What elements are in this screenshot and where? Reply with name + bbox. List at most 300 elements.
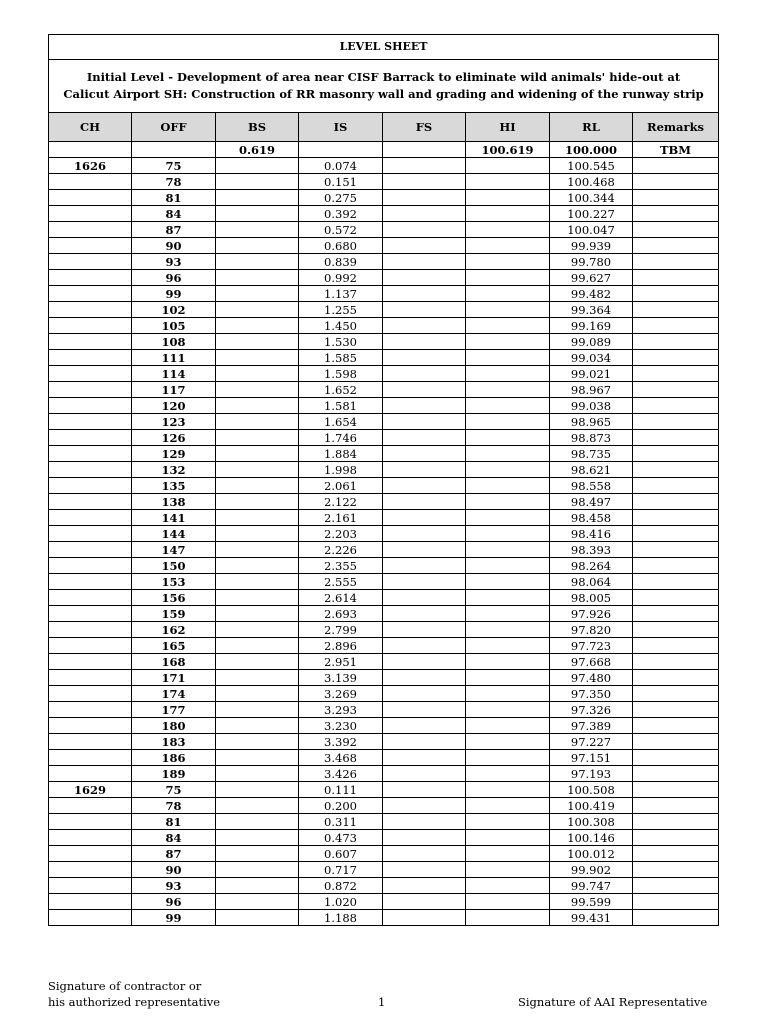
cell-remarks [633,718,719,734]
cell-remarks [633,782,719,798]
cell-is: 1.998 [299,462,383,478]
cell-bs [216,686,299,702]
cell-ch [49,462,132,478]
cell-rl: 97.151 [550,750,633,766]
cell-bs [216,254,299,270]
cell-is: 2.555 [299,574,383,590]
cell-fs [383,654,466,670]
subtitle-line-2: Calicut Airport SH: Construction of RR masonry wall and grading and widening of the runway strip [63,87,704,101]
cell-fs [383,494,466,510]
cell-bs [216,430,299,446]
cell-remarks [633,414,719,430]
cell-rl: 98.064 [550,574,633,590]
cell-remarks [633,190,719,206]
cell-is: 2.614 [299,590,383,606]
cell-is: 2.951 [299,654,383,670]
cell-off: 96 [132,270,216,286]
cell-bs [216,654,299,670]
cell-rl: 100.308 [550,814,633,830]
cell-fs [383,462,466,478]
cell-fs [383,350,466,366]
cell-off: 81 [132,814,216,830]
cell-fs [383,286,466,302]
cell-ch [49,622,132,638]
cell-remarks [633,734,719,750]
cell-is: 1.137 [299,286,383,302]
cell-fs [383,862,466,878]
cell-hi [466,222,550,238]
cell-fs [383,174,466,190]
table-row [49,238,719,254]
benchmark-hi: 100.619 [466,142,550,158]
cell-is: 0.717 [299,862,383,878]
cell-off: 123 [132,414,216,430]
cell-bs [216,622,299,638]
level-table [48,34,719,926]
cell-bs [216,558,299,574]
cell-fs [383,814,466,830]
cell-off: 84 [132,206,216,222]
cell-off: 126 [132,430,216,446]
cell-remarks [633,286,719,302]
cell-ch [49,366,132,382]
cell-fs [383,478,466,494]
cell-ch [49,398,132,414]
cell-ch [49,318,132,334]
cell-hi [466,462,550,478]
cell-fs [383,430,466,446]
cell-rl: 99.902 [550,862,633,878]
cell-is: 0.872 [299,878,383,894]
table-row [49,750,719,766]
table-row [49,606,719,622]
table-row [49,190,719,206]
cell-rl: 97.350 [550,686,633,702]
cell-rl: 99.364 [550,302,633,318]
aai-signature-text: Signature of AAI Representative [518,995,708,1009]
cell-bs [216,862,299,878]
table-row [49,462,719,478]
cell-off: 177 [132,702,216,718]
table-row [49,430,719,446]
table-row [49,222,719,238]
cell-ch [49,702,132,718]
cell-fs [383,686,466,702]
cell-rl: 99.089 [550,334,633,350]
cell-off: 99 [132,286,216,302]
cell-off: 93 [132,254,216,270]
cell-rl: 98.965 [550,414,633,430]
cell-is: 0.839 [299,254,383,270]
cell-rl: 99.747 [550,878,633,894]
cell-hi [466,574,550,590]
cell-bs [216,302,299,318]
cell-remarks [633,638,719,654]
cell-off: 120 [132,398,216,414]
cell-off: 99 [132,910,216,926]
cell-off: 117 [132,382,216,398]
table-row [49,590,719,606]
cell-remarks [633,686,719,702]
cell-fs [383,798,466,814]
cell-remarks [633,494,719,510]
cell-fs [383,670,466,686]
cell-rl: 97.227 [550,734,633,750]
cell-is: 2.799 [299,622,383,638]
cell-remarks [633,334,719,350]
cell-fs [383,750,466,766]
cell-remarks [633,894,719,910]
table-row [49,830,719,846]
cell-rl: 98.393 [550,542,633,558]
cell-off: 87 [132,222,216,238]
cell-bs [216,782,299,798]
cell-off: 84 [132,830,216,846]
table-row [49,846,719,862]
cell-fs [383,878,466,894]
cell-off: 111 [132,350,216,366]
benchmark-rl: 100.000 [550,142,633,158]
table-row [49,878,719,894]
cell-rl: 97.668 [550,654,633,670]
cell-fs [383,510,466,526]
cell-hi [466,430,550,446]
cell-hi [466,302,550,318]
cell-fs [383,622,466,638]
cell-bs [216,638,299,654]
cell-remarks [633,878,719,894]
column-header-off: OFF [132,113,216,142]
cell-fs [383,542,466,558]
cell-ch [49,686,132,702]
cell-fs [383,222,466,238]
cell-is: 0.392 [299,206,383,222]
cell-off: 171 [132,670,216,686]
contractor-signature-line-2: his authorized representative [48,995,221,1009]
cell-hi [466,398,550,414]
cell-remarks [633,910,719,926]
cell-hi [466,622,550,638]
table-row [49,350,719,366]
cell-bs [216,702,299,718]
cell-is: 1.884 [299,446,383,462]
cell-rl: 100.012 [550,846,633,862]
cell-hi [466,766,550,782]
cell-is: 3.426 [299,766,383,782]
cell-ch [49,350,132,366]
table-row [49,318,719,334]
aai-signature [518,978,707,1010]
cell-rl: 100.344 [550,190,633,206]
cell-ch [49,414,132,430]
cell-bs [216,222,299,238]
cell-ch [49,222,132,238]
cell-off: 162 [132,622,216,638]
table-row [49,638,719,654]
cell-ch [49,878,132,894]
cell-remarks [633,574,719,590]
cell-remarks [633,542,719,558]
benchmark-fs [383,142,466,158]
cell-rl: 100.508 [550,782,633,798]
cell-hi [466,478,550,494]
cell-fs [383,638,466,654]
cell-bs [216,206,299,222]
cell-rl: 100.545 [550,158,633,174]
table-row [49,766,719,782]
cell-hi [466,238,550,254]
table-row [49,414,719,430]
cell-remarks [633,606,719,622]
cell-remarks [633,622,719,638]
cell-is: 3.269 [299,686,383,702]
cell-rl: 98.873 [550,430,633,446]
cell-ch [49,446,132,462]
cell-rl: 100.227 [550,206,633,222]
cell-is: 0.200 [299,798,383,814]
sheet-subtitle [49,60,719,113]
cell-off: 78 [132,174,216,190]
cell-off: 168 [132,654,216,670]
cell-is: 0.311 [299,814,383,830]
cell-fs [383,830,466,846]
table-row [49,526,719,542]
cell-off: 180 [132,718,216,734]
cell-rl: 98.416 [550,526,633,542]
cell-hi [466,590,550,606]
cell-hi [466,606,550,622]
cell-remarks [633,206,719,222]
cell-fs [383,606,466,622]
cell-bs [216,830,299,846]
cell-remarks [633,222,719,238]
cell-off: 90 [132,862,216,878]
cell-is: 1.450 [299,318,383,334]
cell-is: 3.293 [299,702,383,718]
table-row [49,910,719,926]
cell-hi [466,286,550,302]
cell-ch [49,286,132,302]
cell-hi [466,750,550,766]
cell-bs [216,766,299,782]
cell-hi [466,718,550,734]
cell-ch [49,670,132,686]
cell-remarks [633,366,719,382]
cell-bs [216,750,299,766]
cell-off: 183 [132,734,216,750]
cell-bs [216,382,299,398]
cell-ch [49,430,132,446]
cell-bs [216,718,299,734]
sheet-title: LEVEL SHEET [49,35,719,60]
cell-hi [466,862,550,878]
cell-remarks [633,318,719,334]
cell-hi [466,798,550,814]
cell-hi [466,670,550,686]
cell-is: 0.275 [299,190,383,206]
cell-hi [466,654,550,670]
cell-hi [466,206,550,222]
cell-ch [49,206,132,222]
table-row [49,366,719,382]
table-row [49,574,719,590]
cell-is: 2.122 [299,494,383,510]
cell-rl: 99.939 [550,238,633,254]
cell-ch [49,494,132,510]
cell-is: 1.654 [299,414,383,430]
cell-ch [49,542,132,558]
cell-bs [216,526,299,542]
cell-fs [383,590,466,606]
cell-off: 147 [132,542,216,558]
cell-is: 2.355 [299,558,383,574]
cell-hi [466,526,550,542]
table-row [49,542,719,558]
cell-remarks [633,590,719,606]
cell-is: 0.992 [299,270,383,286]
cell-remarks [633,446,719,462]
cell-ch [49,382,132,398]
cell-hi [466,830,550,846]
cell-is: 3.139 [299,670,383,686]
cell-is: 1.746 [299,430,383,446]
cell-bs [216,574,299,590]
cell-is: 0.680 [299,238,383,254]
table-row [49,270,719,286]
cell-off: 144 [132,526,216,542]
cell-hi [466,190,550,206]
cell-fs [383,766,466,782]
cell-is: 3.468 [299,750,383,766]
cell-is: 0.151 [299,174,383,190]
cell-ch [49,910,132,926]
cell-off: 102 [132,302,216,318]
cell-bs [216,398,299,414]
cell-rl: 98.264 [550,558,633,574]
cell-hi [466,158,550,174]
cell-is: 3.230 [299,718,383,734]
cell-is: 2.896 [299,638,383,654]
cell-bs [216,670,299,686]
cell-ch [49,238,132,254]
cell-rl: 99.034 [550,350,633,366]
cell-hi [466,414,550,430]
cell-bs [216,510,299,526]
cell-fs [383,414,466,430]
cell-off: 141 [132,510,216,526]
cell-ch [49,814,132,830]
cell-rl: 98.497 [550,494,633,510]
cell-bs [216,814,299,830]
cell-rl: 99.482 [550,286,633,302]
cell-rl: 97.926 [550,606,633,622]
cell-bs [216,318,299,334]
cell-bs [216,350,299,366]
cell-off: 75 [132,158,216,174]
cell-fs [383,734,466,750]
cell-ch [49,510,132,526]
cell-fs [383,558,466,574]
cell-remarks [633,478,719,494]
cell-is: 1.255 [299,302,383,318]
table-row [49,174,719,190]
cell-hi [466,334,550,350]
cell-hi [466,734,550,750]
cell-is: 2.693 [299,606,383,622]
cell-ch [49,478,132,494]
cell-remarks [633,814,719,830]
contractor-signature-line-1: Signature of contractor or [48,979,202,993]
cell-rl: 97.389 [550,718,633,734]
cell-remarks [633,174,719,190]
cell-is: 1.530 [299,334,383,350]
cell-bs [216,478,299,494]
cell-fs [383,702,466,718]
cell-hi [466,558,550,574]
cell-hi [466,638,550,654]
cell-is: 2.226 [299,542,383,558]
benchmark-is [299,142,383,158]
cell-is: 1.581 [299,398,383,414]
cell-bs [216,734,299,750]
cell-fs [383,782,466,798]
cell-rl: 100.146 [550,830,633,846]
cell-rl: 97.480 [550,670,633,686]
cell-ch: 1629 [49,782,132,798]
cell-fs [383,318,466,334]
cell-fs [383,574,466,590]
cell-fs [383,158,466,174]
cell-hi [466,814,550,830]
cell-off: 108 [132,334,216,350]
cell-ch [49,638,132,654]
cell-off: 96 [132,894,216,910]
table-row [49,302,719,318]
cell-hi [466,446,550,462]
cell-hi [466,846,550,862]
cell-hi [466,510,550,526]
cell-remarks [633,398,719,414]
cell-rl: 99.780 [550,254,633,270]
page-number [378,978,385,1010]
column-header-bs: BS [216,113,299,142]
cell-fs [383,334,466,350]
cell-hi [466,270,550,286]
cell-fs [383,398,466,414]
cell-rl: 98.621 [550,462,633,478]
cell-ch [49,654,132,670]
cell-is: 1.020 [299,894,383,910]
cell-is: 0.074 [299,158,383,174]
cell-bs [216,286,299,302]
cell-bs [216,590,299,606]
cell-ch [49,894,132,910]
cell-off: 174 [132,686,216,702]
cell-off: 135 [132,478,216,494]
cell-fs [383,894,466,910]
column-header-fs: FS [383,113,466,142]
cell-ch [49,302,132,318]
cell-hi [466,542,550,558]
cell-rl: 98.458 [550,510,633,526]
table-row [49,446,719,462]
cell-is: 0.607 [299,846,383,862]
cell-off: 150 [132,558,216,574]
subtitle-line-1: Initial Level - Development of area near CISF Barrack to eliminate wild animals' hide-out at [86,70,681,84]
cell-hi [466,782,550,798]
cell-ch [49,766,132,782]
table-row [49,206,719,222]
